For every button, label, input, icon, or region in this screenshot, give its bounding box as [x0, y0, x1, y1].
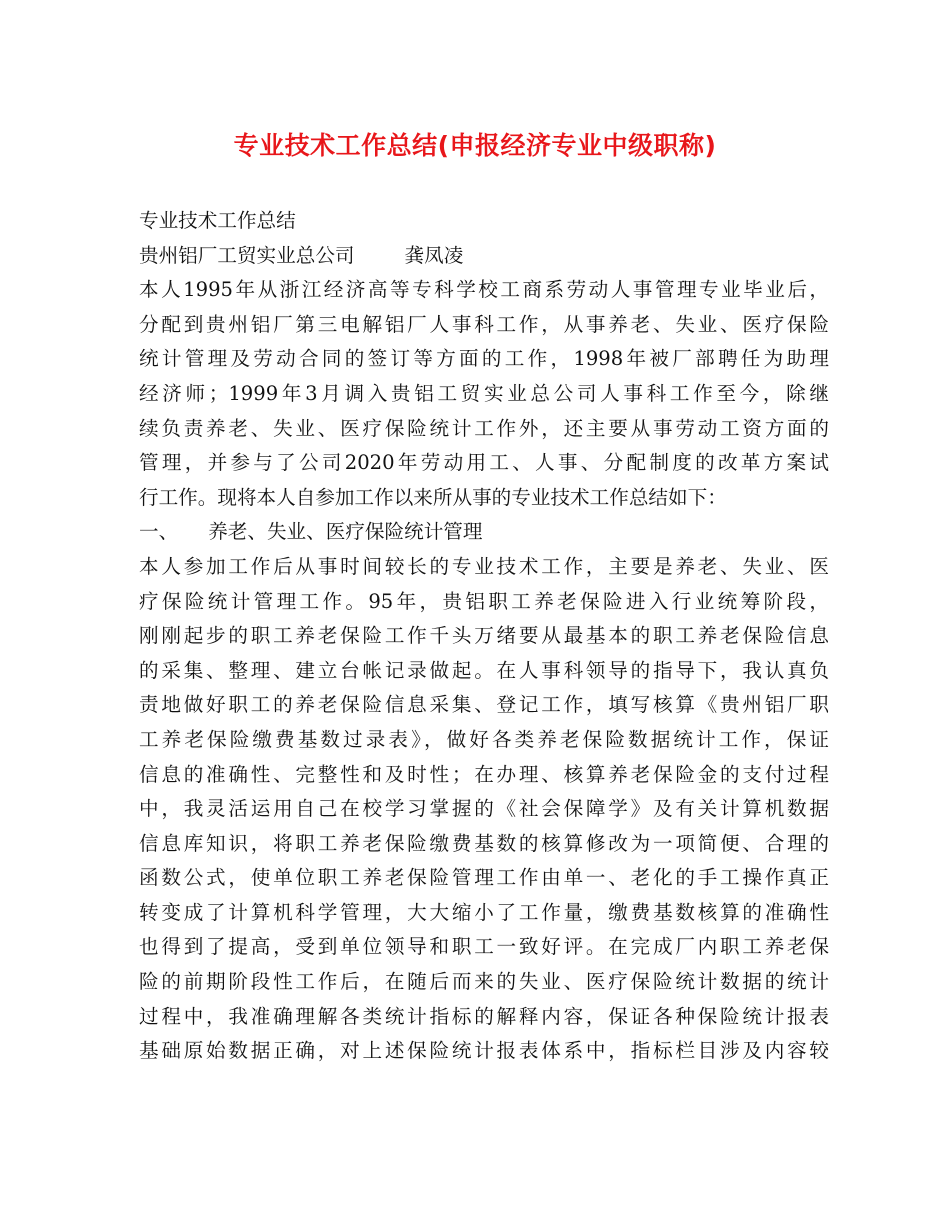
paragraph-line: 函数公式，使单位职工养老保险管理工作由单一、老化的手工操作真正 — [139, 866, 829, 890]
paragraph-line: 分配到贵州铝厂第三电解铝厂人事科工作，从事养老、失业、医疗保险 — [139, 312, 829, 336]
author-name: 龚凤凌 — [404, 243, 464, 267]
paragraph-line: 的采集、整理、建立台帐记录做起。在人事科领导的指导下，我认真负 — [139, 658, 829, 682]
paragraph-line: 责地做好职工的养老保险信息采集、登记工作，填写核算《贵州铝厂职 — [139, 693, 829, 717]
paragraph-line: 管理，并参与了公司2020年劳动用工、人事、分配制度的改革方案试 — [139, 451, 829, 475]
document-body — [139, 204, 829, 1069]
paragraph-line: 也得到了提高，受到单位领导和职工一致好评。在完成厂内职工养老保 — [139, 935, 829, 959]
organization-name: 贵州铝厂工贸实业总公司 — [139, 243, 355, 267]
paragraph-line: 疗保险统计管理工作。95年，贵铝职工养老保险进入行业统筹阶段， — [139, 589, 829, 613]
paragraph-line: 行工作。现将本人自参加工作以来所从事的专业技术工作总结如下： — [139, 485, 727, 509]
paragraph-line: 续负责养老、失业、医疗保险统计工作外，还主要从事劳动工资方面的 — [139, 416, 829, 440]
paragraph-line: 基础原始数据正确，对上述保险统计报表体系中，指标栏目涉及内容较 — [139, 1039, 829, 1063]
paragraph-line: 险的前期阶段性工作后，在随后而来的失业、医疗保险统计数据的统计 — [139, 970, 829, 994]
organization-author-line — [139, 239, 829, 274]
section-heading — [139, 515, 829, 550]
paragraph-line: 本人参加工作后从事时间较长的专业技术工作，主要是养老、失业、医 — [139, 554, 829, 578]
paragraph-line: 转变成了计算机科学管理，大大缩小了工作量，缴费基数核算的准确性 — [139, 900, 829, 924]
paragraph-line: 信息的准确性、完整性和及时性；在办理、核算养老保险金的支付过程 — [139, 762, 829, 786]
paragraph-line: 本人1995年从浙江经济高等专科学校工商系劳动人事管理专业毕业后， — [139, 278, 829, 302]
paragraph-line: 刚刚起步的职工养老保险工作千头万绪要从最基本的职工养老保险信息 — [139, 624, 829, 648]
paragraph-line: 统计管理及劳动合同的签订等方面的工作，1998年被厂部聘任为助理 — [139, 347, 829, 371]
paragraph-line: 工养老保险缴费基数过录表》，做好各类养老保险数据统计工作，保证 — [139, 727, 829, 751]
paragraph-line: 信息库知识，将职工养老保险缴费基数的核算修改为一项简便、合理的 — [139, 831, 829, 855]
section-title: 养老、失业、医疗保险统计管理 — [208, 520, 483, 544]
paragraph-line: 过程中，我准确理解各类统计指标的解释内容，保证各种保险统计报表 — [139, 1004, 829, 1028]
document-title: 专业技术工作总结(申报经济专业中级职称) — [233, 131, 717, 160]
section-number: 一、 — [139, 520, 179, 544]
subtitle: 专业技术工作总结 — [139, 209, 296, 232]
paragraph-line: 经济师；1999年3月调入贵铝工贸实业总公司人事科工作至今，除继 — [139, 381, 829, 405]
paragraph-line: 中，我灵活运用自己在校学习掌握的《社会保障学》及有关计算机数据 — [139, 797, 829, 821]
